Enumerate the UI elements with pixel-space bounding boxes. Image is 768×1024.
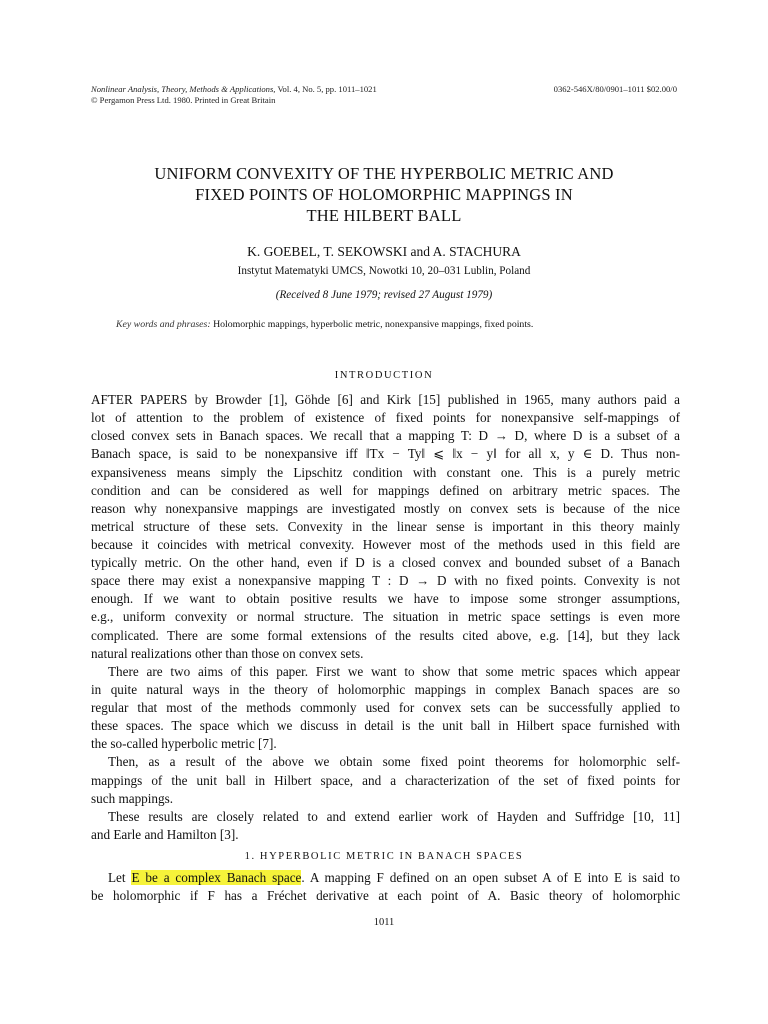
received-text: (Received 8 June 1979; revised 27 August 1979): [275, 289, 493, 301]
section-1-heading: 1. HYPERBOLIC METRIC IN BANACH SPACES: [244, 851, 524, 862]
intro-line-3: closed convex sets in Banach spaces. We recall that a mapping T: D → D, where D is a subset of a: [91, 428, 680, 444]
intro-line-11: space there may exist a nonexpansive mapping T : D → D with no fixed points. Convexity is not: [91, 573, 680, 589]
intro-line-20: the so-called hyperbolic metric [7].: [91, 736, 277, 752]
affiliation: Instytut Matematyki UMCS, Nowotki 10, 20–031 Lublin, Poland: [237, 265, 531, 277]
title-line-1: UNIFORM CONVEXITY OF THE HYPERBOLIC METRIC AND: [154, 164, 614, 183]
paper-title: [60, 163, 708, 226]
intro-line-19: these spaces. The space which we discuss in detail is the unit ball in Hilbert space furnished with: [91, 718, 680, 734]
highlighted-text: E be a complex Banach space: [131, 870, 302, 885]
intro-line-8: metrical structure of these sets. Convexity in the linear sense is important in this theory mainly: [91, 518, 680, 534]
intro-line-10: typically metric. On the other hand, even if D is a closed convex and bounded subset of a Banach: [91, 555, 680, 571]
intro-line-12: enough. If we want to obtain positive results we have to impose some stronger assumptions,: [91, 591, 680, 607]
intro-line-16: There are two aims of this paper. First we want to show that some metric spaces which appear: [108, 663, 680, 679]
intro-line-25: and Earle and Hamilton [3].: [91, 826, 239, 842]
title-line-2: FIXED POINTS OF HOLOMORPHIC MAPPINGS IN: [195, 185, 573, 204]
intro-line-1: AFTER PAPERS by Browder [1], Göhde [6] and Kirk [15] published in 1965, many authors paid a: [91, 392, 680, 407]
intro-line-9: because it coincides with metrical convexity. However most of the methods used in this field are: [91, 537, 680, 552]
citation-line: [91, 84, 377, 95]
title-line-3: THE HILBERT BALL: [306, 206, 462, 225]
intro-line-24: These results are closely related to and extend earlier work of Hayden and Suffridge [10, 11]: [108, 808, 680, 824]
intro-line-5: expansiveness means simply the Lipschitz condition with constant one. This is a purely metric: [91, 464, 680, 480]
authors: K. GOEBEL, T. SEKOWSKI and A. STACHURA: [247, 244, 521, 259]
received-dates: [0, 289, 768, 301]
section-1-text-post: . A mapping F defined on an open subset A of E into E is said to: [301, 870, 681, 885]
keywords-label: Key words and phrases:: [116, 319, 211, 330]
keywords-text: Holomorphic mappings, hyperbolic metric, nonexpansive mappings, fixed points.: [210, 319, 534, 330]
section-1-line-2: be holomorphic if F has a Fréchet derivative at each point of A. Basic theory of holomorphic: [91, 888, 680, 903]
publisher-line: © Pergamon Press Ltd. 1980. Printed in Great Britain: [91, 95, 276, 105]
intro-line-15: natural realizations other than those on convex sets.: [91, 645, 364, 661]
intro-line-18: regular that most of the methods commonly used for convex sets can be successfully applied to: [91, 700, 680, 715]
section-1-text-pre: Let: [108, 870, 132, 885]
introduction-heading: INTRODUCTION: [334, 370, 434, 381]
page-number: 1011: [373, 917, 395, 928]
journal-name: Nonlinear Analysis, Theory, Methods & Applications,: [91, 84, 276, 94]
keywords: [116, 319, 533, 330]
intro-line-6: condition and can be considered as well for mappings defined on arbitrary metric spaces. The: [91, 482, 680, 498]
journal-header-left: [91, 84, 377, 106]
intro-line-14: complicated. There are some formal extensions of the results cited above, e.g. [14], but they lack: [91, 627, 680, 643]
intro-line-22: mappings of the unit ball in Hilbert space, and a characterization of the set of fixed points for: [91, 772, 680, 788]
intro-line-17: in quite natural ways in the theory of holomorphic mappings in complex Banach spaces are so: [91, 681, 680, 697]
article-code: 0362-546X/80/0901–1011 $02.00/0: [553, 84, 677, 94]
intro-line-2: lot of attention to the problem of existence of fixed points for nonexpansive self-mappings of: [91, 410, 680, 426]
intro-line-23: such mappings.: [91, 790, 174, 806]
section-1-line-1: [108, 869, 680, 887]
intro-line-13: e.g., uniform convexity or normal structure. The situation in metric space settings is even more: [91, 609, 680, 625]
intro-line-21: Then, as a result of the above we obtain some fixed point theorems for holomorphic self-: [108, 754, 680, 770]
volume-pages: Vol. 4, No. 5, pp. 1011–1021: [275, 84, 377, 94]
intro-line-4: Banach space, is said to be nonexpansive iff ‖Tx − Ty‖ ⩽ ‖x − y‖ for all x, y ∈ D. Thus non-: [91, 446, 680, 462]
intro-line-7: reason why nonexpansive mappings are investigated mostly on convex sets is because of the nice: [91, 500, 680, 516]
